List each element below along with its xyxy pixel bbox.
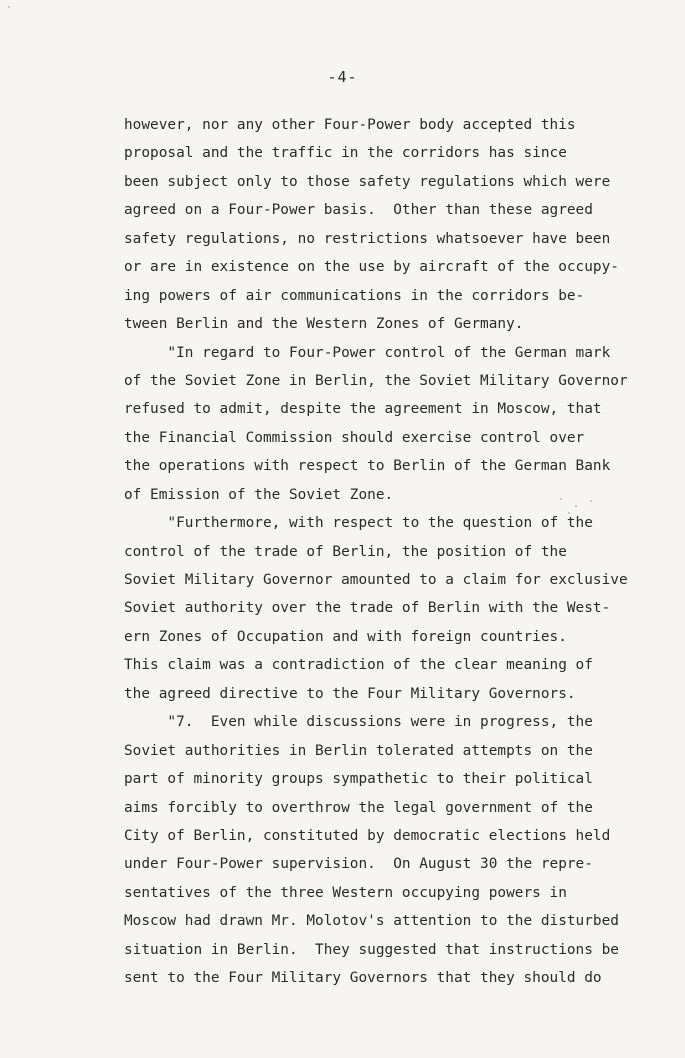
text-line: sentatives of the three Western occupying powers in <box>124 884 567 901</box>
text-line: the Financial Commission should exercise control over <box>124 429 585 446</box>
text-line: Moscow had drawn Mr. Molotov's attention to the disturbed <box>124 913 619 930</box>
text-line: agreed on a Four-Power basis. Other than these agreed <box>124 202 593 219</box>
text-line: proposal and the traffic in the corridors has since <box>124 145 567 162</box>
text-line: the operations with respect to Berlin of the German Bank <box>124 458 611 475</box>
paper-speck <box>575 505 577 507</box>
text-line: ern Zones of Occupation and with foreign countries. <box>124 628 567 645</box>
text-line: Soviet authorities in Berlin tolerated attempts on the <box>124 742 593 759</box>
text-line: refused to admit, despite the agreement in Moscow, that <box>124 401 602 418</box>
text-line: City of Berlin, constituted by democratic elections held <box>124 827 611 844</box>
text-line: sent to the Four Military Governors that they should do <box>124 970 602 987</box>
text-line: however, nor any other Four-Power body accepted this <box>124 117 576 133</box>
text-line: "Furthermore, with respect to the question of the <box>124 515 593 532</box>
text-line: tween Berlin and the Western Zones of Germany. <box>124 316 524 333</box>
text-line: been subject only to those safety regulations which were <box>124 173 611 190</box>
text-line: ing powers of air communications in the corridors be- <box>124 287 585 304</box>
text-line: aims forcibly to overthrow the legal government of the <box>124 799 593 816</box>
text-line: of the Soviet Zone in Berlin, the Soviet Military Governor <box>124 372 628 389</box>
text-line: under Four-Power supervision. On August 30 the repre- <box>124 856 593 873</box>
text-line: of Emission of the Soviet Zone. <box>124 486 394 503</box>
text-line: situation in Berlin. They suggested that instructions be <box>124 941 619 958</box>
text-line: Soviet Military Governor amounted to a claim for exclusive <box>124 572 628 588</box>
text-line: This claim was a contradiction of the clear meaning of <box>124 657 593 674</box>
page-number: -4- <box>327 68 358 86</box>
text-line: part of minority groups sympathetic to their political <box>124 771 593 788</box>
text-line: the agreed directive to the Four Military Governors. <box>124 685 576 702</box>
paper-speck <box>590 500 592 502</box>
text-line: "In regard to Four-Power control of the German mark <box>124 344 611 361</box>
text-line: safety regulations, no restrictions whatsoever have been <box>124 230 611 247</box>
paper-speck <box>568 512 570 514</box>
text-line: Soviet authority over the trade of Berlin with the West- <box>124 600 611 617</box>
paper-speck <box>560 498 562 500</box>
text-line: or are in existence on the use by aircraft of the occupy- <box>124 259 619 276</box>
text-line: "7. Even while discussions were in progress, the <box>124 714 593 731</box>
body-text <box>124 111 664 993</box>
text-line: control of the trade of Berlin, the position of the <box>124 543 567 560</box>
paper-speck <box>8 6 10 8</box>
